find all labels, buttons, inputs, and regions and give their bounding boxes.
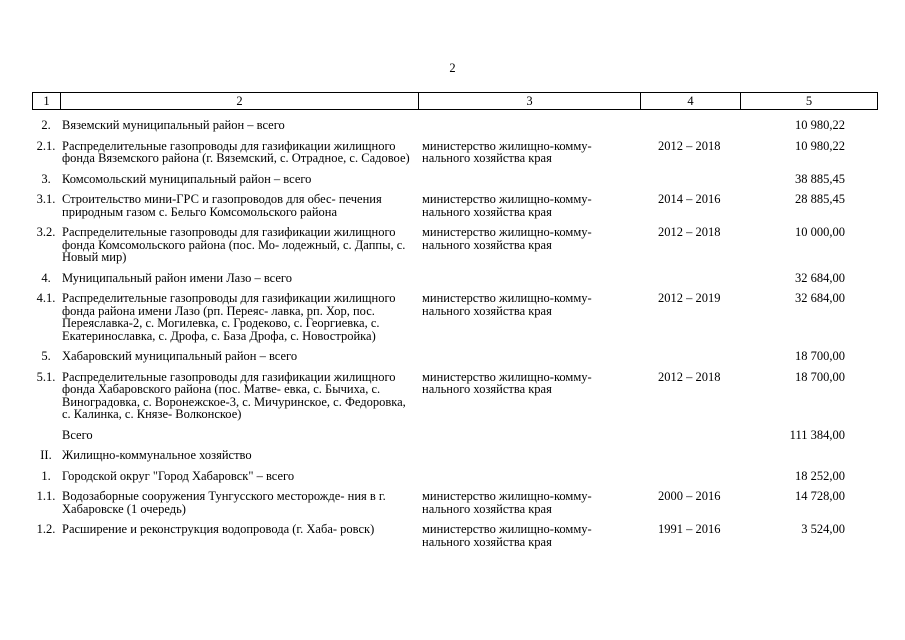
table-row (32, 272, 877, 293)
row-number: 3.1. (36, 192, 56, 206)
header-col-1: 1 (33, 93, 61, 110)
page-number: 2 (449, 61, 456, 75)
row-period (640, 470, 740, 491)
row-number: II. (40, 448, 52, 462)
row-name: Строительство мини-ГРС и газопроводов для обес- печения природным газом с. Бельго Комсомольского района (62, 192, 382, 219)
table-row (32, 490, 877, 523)
row-org (420, 173, 640, 194)
row-amount: 3 524,00 (801, 522, 845, 536)
table-row (32, 523, 877, 556)
row-number: 5. (41, 349, 51, 363)
row-period: 2012 – 2018 (658, 138, 721, 153)
row-name: Распределительные газопроводы для газификации жилищного фонда Вяземского района (г. Вяземский, с. Отрадное, с. Садовое) (62, 138, 410, 165)
header-col-2: 2 (61, 93, 419, 110)
row-period (640, 119, 740, 140)
row-amount: 18 252,00 (795, 468, 845, 483)
table-header (32, 92, 878, 110)
row-amount: 14 728,00 (795, 489, 845, 503)
row-name: Расширение и реконструкция водопровода (г. Хаба- ровск) (62, 522, 375, 536)
row-period (640, 449, 740, 470)
header-col-3: 3 (419, 93, 641, 110)
row-name: Вяземский муниципальный район – всего (62, 118, 285, 132)
row-name: Распределительные газопроводы для газификации жилищного фонда Комсомольского района (пос. Мо- лодежный, с. Даппы, с. Новый мир) (62, 225, 406, 264)
row-period: 2012 – 2018 (658, 225, 721, 239)
table-row (32, 292, 877, 350)
row-name: Всего (62, 427, 93, 442)
row-period: 2014 – 2016 (658, 192, 721, 206)
row-amount: 10 980,22 (795, 118, 845, 132)
row-amount: 10 000,00 (795, 225, 845, 239)
row-number: 2. (41, 118, 51, 132)
row-amount: 32 684,00 (795, 291, 845, 305)
row-period: 2000 – 2016 (658, 489, 721, 503)
row-org (420, 470, 640, 491)
table-row (32, 140, 877, 173)
row-amount: 32 684,00 (795, 270, 845, 285)
row-period (640, 272, 740, 293)
row-period (640, 350, 740, 371)
header-col-5: 5 (741, 93, 878, 110)
row-name: Городской округ "Город Хабаровск" – всего (62, 468, 295, 483)
row-number: 2.1. (36, 138, 56, 153)
row-amount (740, 449, 877, 470)
table-row-total (32, 429, 877, 450)
row-amount: 111 384,00 (789, 427, 845, 442)
row-number: 4. (41, 270, 51, 285)
row-org (420, 272, 640, 293)
table-row (32, 350, 877, 371)
row-org: министерство жилищно-комму- нального хозяйства края (422, 522, 592, 549)
row-org: министерство жилищно-комму- нального хозяйства края (422, 369, 592, 396)
row-org (420, 119, 640, 140)
header-col-4: 4 (641, 93, 741, 110)
row-amount: 18 700,00 (795, 369, 845, 384)
table-row (32, 193, 877, 226)
row-name: Хабаровский муниципальный район – всего (62, 349, 298, 363)
table-row (32, 470, 877, 491)
row-number: 1. (41, 468, 51, 483)
row-amount: 10 980,22 (795, 138, 845, 153)
row-amount: 38 885,45 (795, 171, 845, 186)
row-name: Распределительные газопроводы для газификации жилищного фонда Хабаровского района (пос. Матве- евка, с. Бычиха, с. Виноградовка, с. Воронежское-3, с. Мичуринское, с. Федоровка, с. Калинка, с. Князе- Волконское) (62, 369, 406, 421)
row-name: Муниципальный район имени Лазо – всего (62, 270, 292, 285)
row-number: 1.2. (36, 522, 56, 536)
row-org (420, 350, 640, 371)
table-row (32, 173, 877, 194)
table-row (32, 119, 877, 140)
row-period: 2012 – 2018 (658, 369, 721, 384)
row-org: министерство жилищно-комму- нального хозяйства края (422, 489, 592, 516)
table-body (32, 119, 877, 556)
row-amount: 18 700,00 (795, 349, 845, 363)
row-org (420, 449, 640, 470)
row-org: министерство жилищно-комму- нального хозяйства края (422, 192, 592, 219)
table-row (32, 371, 877, 429)
row-org: министерство жилищно-комму- нального хозяйства края (422, 225, 592, 252)
table-row-section (32, 449, 877, 470)
row-period (640, 173, 740, 194)
row-org: министерство жилищно-комму- нального хозяйства края (422, 138, 592, 165)
table-row (32, 226, 877, 272)
row-number: 3. (41, 171, 51, 186)
row-period: 1991 – 2016 (658, 522, 721, 536)
row-name: Распределительные газопроводы для газификации жилищного фонда района имени Лазо (рп. Переяс- лавка, рп. Хор, пос. Переяславка-2, с. Могилевка, с. Гродеково, с. Георгиевка, с. Екатериноcлавка, с. Дрофа, с. База Дрофа, с. Новостройка) (62, 291, 396, 343)
row-name: Жилищно-коммунальное хозяйство (62, 448, 252, 462)
row-org (420, 429, 640, 450)
row-amount: 28 885,45 (795, 192, 845, 206)
row-period: 2012 – 2019 (658, 291, 721, 305)
row-name: Водозаборные сооружения Тунгусского месторожде- ния в г. Хабаровске (1 очередь) (62, 489, 386, 516)
row-org: министерство жилищно-комму- нального хозяйства края (422, 291, 592, 318)
row-number: 5.1. (36, 369, 56, 384)
row-number: 4.1. (36, 291, 56, 305)
row-number: 1.1. (36, 489, 56, 503)
row-number (32, 429, 60, 450)
row-number: 3.2. (36, 225, 56, 239)
row-period (640, 429, 740, 450)
row-name: Комсомольский муниципальный район – всего (62, 171, 312, 186)
